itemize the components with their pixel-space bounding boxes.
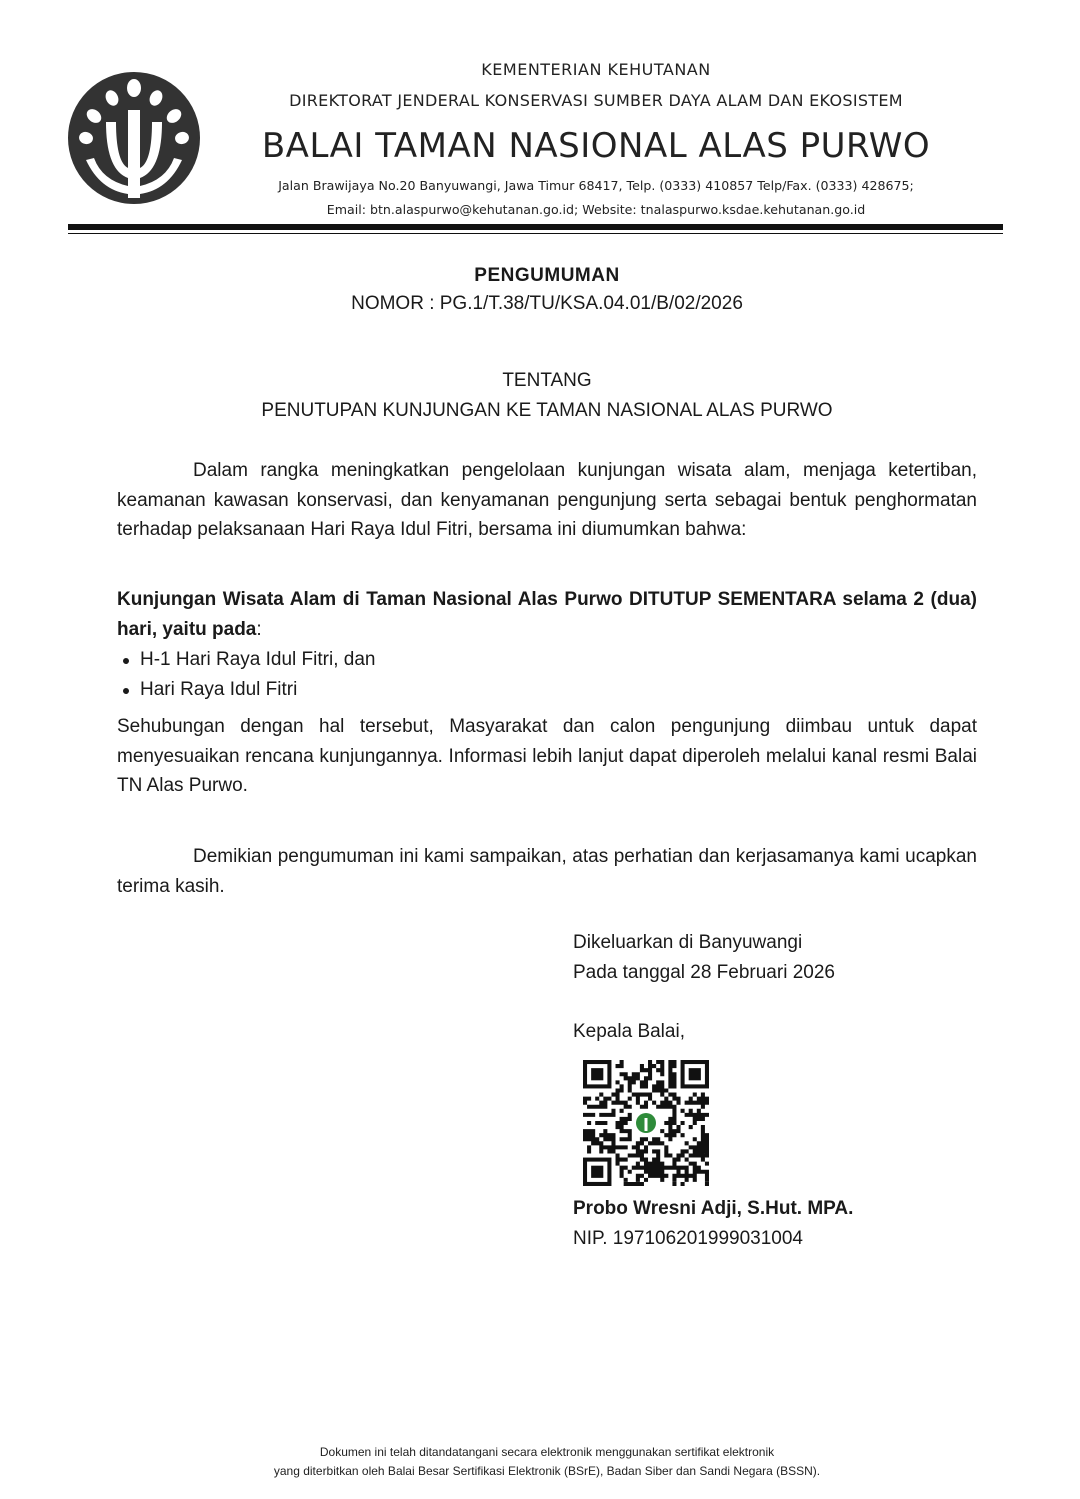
signer-position: Kepala Balai, [573,1021,685,1042]
signer-nip: NIP. 197106201999031004 [573,1228,803,1249]
letterhead-thin-rule [68,233,1003,234]
letterhead-thick-rule [68,224,1003,230]
document-number: NOMOR : PG.1/T.38/TU/KSA.04.01/B/02/2026 [351,293,743,314]
closure-days-list [117,645,375,704]
issued-date: Pada tanggal 28 Februari 2026 [573,962,835,983]
office-address: Jalan Brawijaya No.20 Banyuwangi, Jawa Timur 68417, Telp. (0333) 410857 Telp/Fax. (0333) 428675; [278,178,914,193]
paragraph-advice: Sehubungan dengan hal tersebut, Masyarakat dan calon pengunjung diimbau untuk dapat menyesuaikan rencana kunjungannya. Informasi lebih lanjut dapat diperoleh melalui kanal resmi Balai TN Alas Purwo. [117,716,977,796]
paragraph-intro: Dalam rangka meningkatkan pengelolaan kunjungan wisata alam, menjaga ketertiban, keamanan kawasan konservasi, dan kenyamanan pengunjung serta sebagai bentuk penghormatan terhadap pelaksanaan Hari Raya Idul Fitri, bersama ini diumumkan bahwa: [117,460,977,540]
list-item [117,675,375,705]
ministry-tree-logo-icon [66,70,202,206]
bullet-icon [123,658,129,664]
signature-qr-code-icon [583,1060,709,1186]
esign-footer-line1: Dokumen ini telah ditandatangani secara elektronik menggunakan sertifikat elektronik [319,1445,775,1459]
issued-place: Dikeluarkan di Banyuwangi [573,932,803,953]
esign-footer-line2: yang diterbitkan oleh Balai Besar Sertifikasi Elektronik (BSrE), Badan Siber dan Sandi Negara (BSSN). [273,1464,821,1478]
directorate-name: DIREKTORAT JENDERAL KONSERVASI SUMBER DAYA ALAM DAN EKOSISTEM [289,91,903,110]
list-item [117,645,375,675]
list-item-text: Hari Raya Idul Fitri [140,678,298,700]
ministry-name: KEMENTERIAN KEHUTANAN [481,60,711,79]
list-item-text: H-1 Hari Raya Idul Fitri, dan [140,649,376,670]
office-name: BALAI TAMAN NASIONAL ALAS PURWO [261,126,931,166]
document-title: PENGUMUMAN [474,265,620,286]
bullet-icon [123,688,129,694]
paragraph-closure-notice [117,585,977,644]
paragraph-closing: Demikian pengumuman ini kami sampaikan, atas perhatian dan kerjasamanya kami ucapkan terima kasih. [117,846,977,897]
signer-name: Probo Wresni Adji, S.Hut. MPA. [573,1198,854,1219]
closure-notice-bold: Kunjungan Wisata Alam di Taman Nasional Alas Purwo DITUTUP SEMENTARA selama 2 (dua) hari, yaitu pada [117,589,977,640]
document-subject: PENUTUPAN KUNJUNGAN KE TAMAN NASIONAL ALAS PURWO [261,400,833,421]
about-label: TENTANG [502,370,592,391]
office-contact: Email: btn.alaspurwo@kehutanan.go.id; Website: tnalaspurwo.ksdae.kehutanan.go.id [326,202,866,217]
closure-notice-colon: : [256,618,262,640]
